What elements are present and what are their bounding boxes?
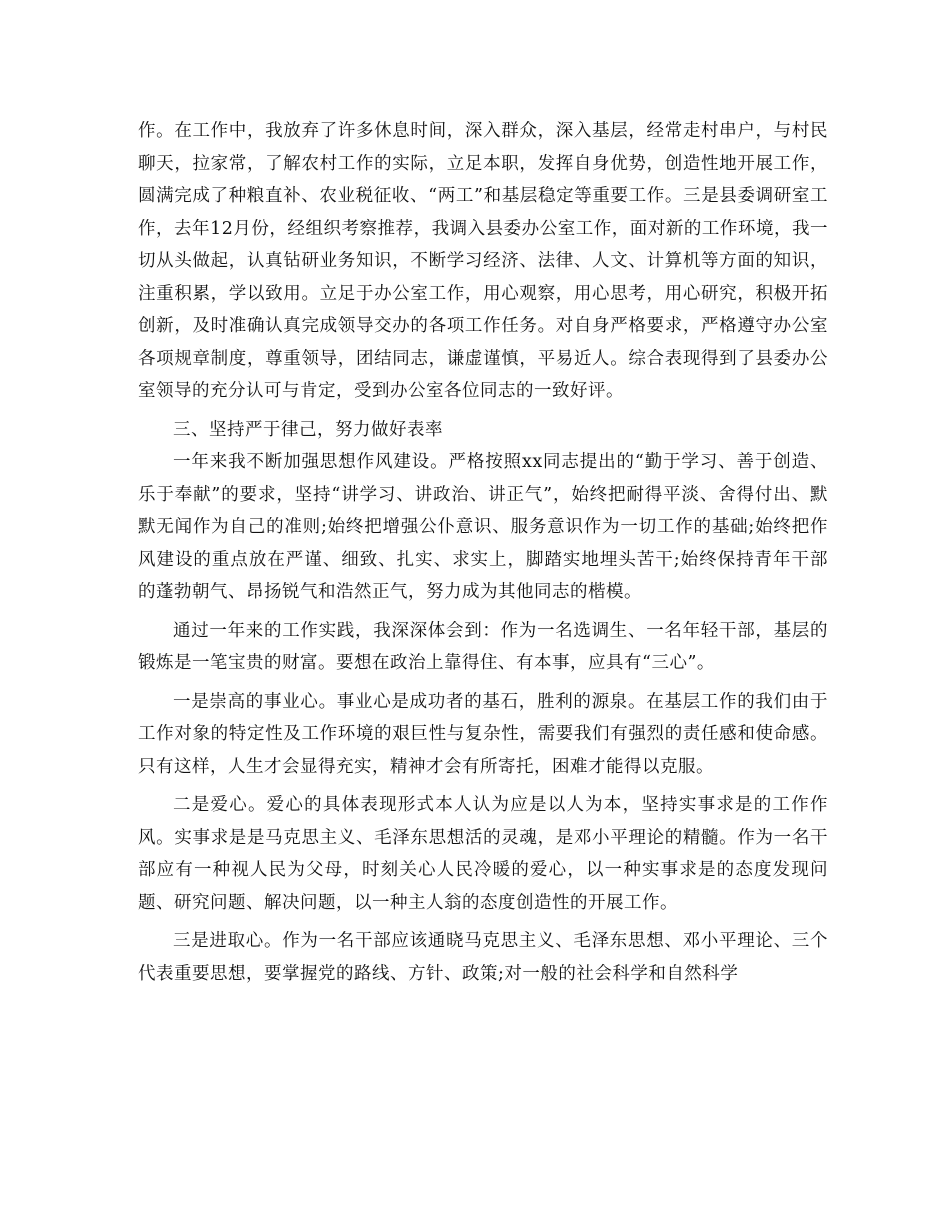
paragraph-work-continuation: 作。在工作中，我放弃了许多休息时间，深入群众，深入基层，经常走村串户，与村民聊天，拉家常，了解农村工作的实际，立足本职，发挥自身优势，创造性地开展工作，圆满完成了种粮直补、农业税征收、“两工”和基层稳定等重要工作。三是县委调研室工作，去年12月份，经组织考察推荐，我调入县委办公室工作，面对新的工作环境，我一切从头做起，认真钻研业务知识，不断学习经济、法律、人文、计算机等方面的知识，注重积累，学以致用。立足于办公室工作，用心观察，用心思考，用心研究，积极开拓创新，及时准确认真完成领导交办的各项工作任务。对自身严格要求，严格遵守办公室各项规章制度，尊重领导，团结同志，谦虚谨慎，平易近人。综合表现得到了县委办公室领导的充分认可与肯定，受到办公室各位同志的一致好评。 (138, 121, 828, 401)
paragraph-career-heart: 一是崇高的事业心。事业心是成功者的基石，胜利的源泉。在基层工作的我们由于工作对象的特定性及工作环境的艰巨性与复杂性，需要我们有强烈的责任感和使命感。只有这样，人生才会显得充实，精神才会有所寄托，困难才能得以克服。 (138, 691, 828, 777)
paragraph-love-heart: 二是爱心。爱心的具体表现形式本人认为应是以人为本，坚持实事求是的工作作风。实事求是是马克思主义、毛泽东思想活的灵魂，是邓小平理论的精髓。作为一名干部应有一种视人民为父母，时刻关心人民冷暖的爱心，以一种实事求是的态度发现问题、研究问题、解决问题，以一种主人翁的态度创造性的开展工作。 (138, 795, 828, 913)
document-body (138, 115, 828, 990)
paragraph-style-building: 一年来我不断加强思想作风建设。严格按照xx同志提出的“勤于学习、善于创造、乐于奉献”的要求，坚持“讲学习、讲政治、讲正气”，始终把耐得平淡、舍得付出、默默无闻作为自己的准则;始终把增强公仆意识、服务意识作为一切工作的基础;始终把作风建设的重点放在严谨、细致、扎实、求实上，脚踏实地埋头苦干;始终保持青年干部的蓬勃朝气、昂扬锐气和浩然正气，努力成为其他同志的楷模。 (138, 452, 828, 602)
section-heading: 三、坚持严于律己，努力做好表率 (173, 419, 443, 440)
paragraph-three-hearts-intro: 通过一年来的工作实践，我深深体会到：作为一名选调生、一名年轻干部，基层的锻炼是一笔宝贵的财富。要想在政治上靠得住、有本事，应具有“三心”。 (138, 620, 828, 673)
paragraph-progress-heart: 三是进取心。作为一名干部应该通晓马克思主义、毛泽东思想、邓小平理论、三个代表重要思想，要掌握党的路线、方针、政策;对一般的社会科学和自然科学 (138, 931, 828, 984)
